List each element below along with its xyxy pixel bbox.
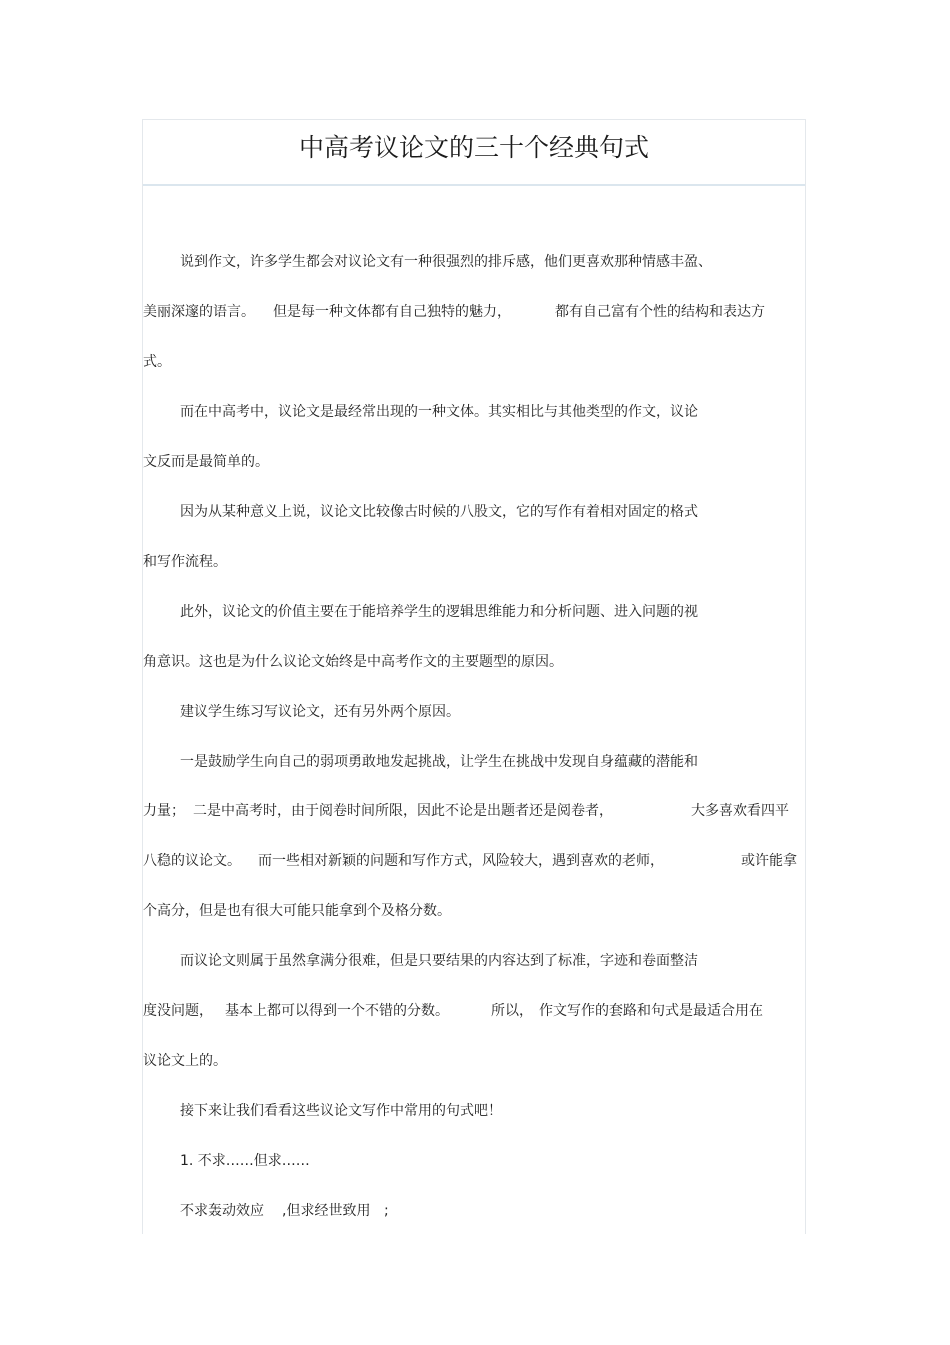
paragraph-line: 美丽深邃的语言。 — [143, 304, 255, 320]
paragraph-line: 议论文上的。 — [143, 1053, 227, 1069]
example-sentence: ,但求经世致用 — [282, 1203, 371, 1219]
paragraph-line: 建议学生练习写议论文，还有另外两个原因。 — [180, 704, 460, 720]
paragraph-line: 接下来让我们看看这些议论文写作中常用的句式吧！ — [180, 1103, 502, 1119]
document-title: 中高考议论文的三十个经典句式 — [298, 133, 649, 162]
paragraph-line: 一是鼓励学生向自己的弱项勇敢地发起挑战，让学生在挑战中发现自身蕴藏的潜能和 — [180, 754, 698, 770]
paragraph-line: 大多喜欢看四平 — [691, 803, 789, 819]
paragraph-line: 八稳的议论文。 — [143, 853, 241, 869]
document-page — [142, 119, 806, 1234]
paragraph-line: 角意识。这也是为什么议论文始终是中高考作文的主要题型的原因。 — [143, 654, 563, 670]
example-sentence: ; — [384, 1203, 389, 1219]
example-sentence: 不求轰动效应 — [180, 1203, 264, 1219]
paragraph-line: 但是每一种文体都有自己独特的魅力， — [273, 304, 511, 320]
paragraph-line: 力量； — [143, 803, 185, 819]
paragraph-line: 和写作流程。 — [143, 554, 227, 570]
paragraph-line: 或许能拿 — [741, 853, 797, 869]
paragraph-line: 度没问题， — [143, 1003, 213, 1019]
paragraph-line: 此外，议论文的价值主要在于能培养学生的逻辑思维能力和分析问题、进入问题的视 — [180, 604, 698, 620]
paragraph-line: 而议论文则属于虽然拿满分很难，但是只要结果的内容达到了标准，字迹和卷面整洁 — [180, 953, 698, 969]
paragraph-line: 而在中高考中，议论文是最经常出现的一种文体。其实相比与其他类型的作文，议论 — [180, 404, 698, 420]
paragraph-line: 文反而是最简单的。 — [143, 454, 269, 470]
title-bar — [143, 120, 805, 186]
paragraph-line: 个高分，但是也有很大可能只能拿到个及格分数。 — [143, 903, 451, 919]
paragraph-line: 而一些相对新颖的问题和写作方式，风险较大，遇到喜欢的老师， — [258, 853, 664, 869]
paragraph-line: 式。 — [143, 354, 171, 370]
paragraph-line: 所以， — [491, 1003, 533, 1019]
paragraph-line: 基本上都可以得到一个不错的分数。 — [225, 1003, 449, 1019]
paragraph-line: 因为从某种意义上说，议论文比较像古时候的八股文，它的写作有着相对固定的格式 — [180, 504, 698, 520]
paragraph-line: 作文写作的套路和句式是最适合用在 — [539, 1003, 763, 1019]
paragraph-line: 都有自己富有个性的结构和表达方 — [555, 304, 765, 320]
paragraph-line: 说到作文，许多学生都会对议论文有一种很强烈的排斥感，他们更喜欢那种情感丰盈、 — [180, 254, 712, 270]
paragraph-line: 二是中高考时，由于阅卷时间所限，因此不论是出题者还是阅卷者， — [193, 803, 613, 819]
list-item-heading: 1. 不求……但求…… — [180, 1153, 310, 1169]
